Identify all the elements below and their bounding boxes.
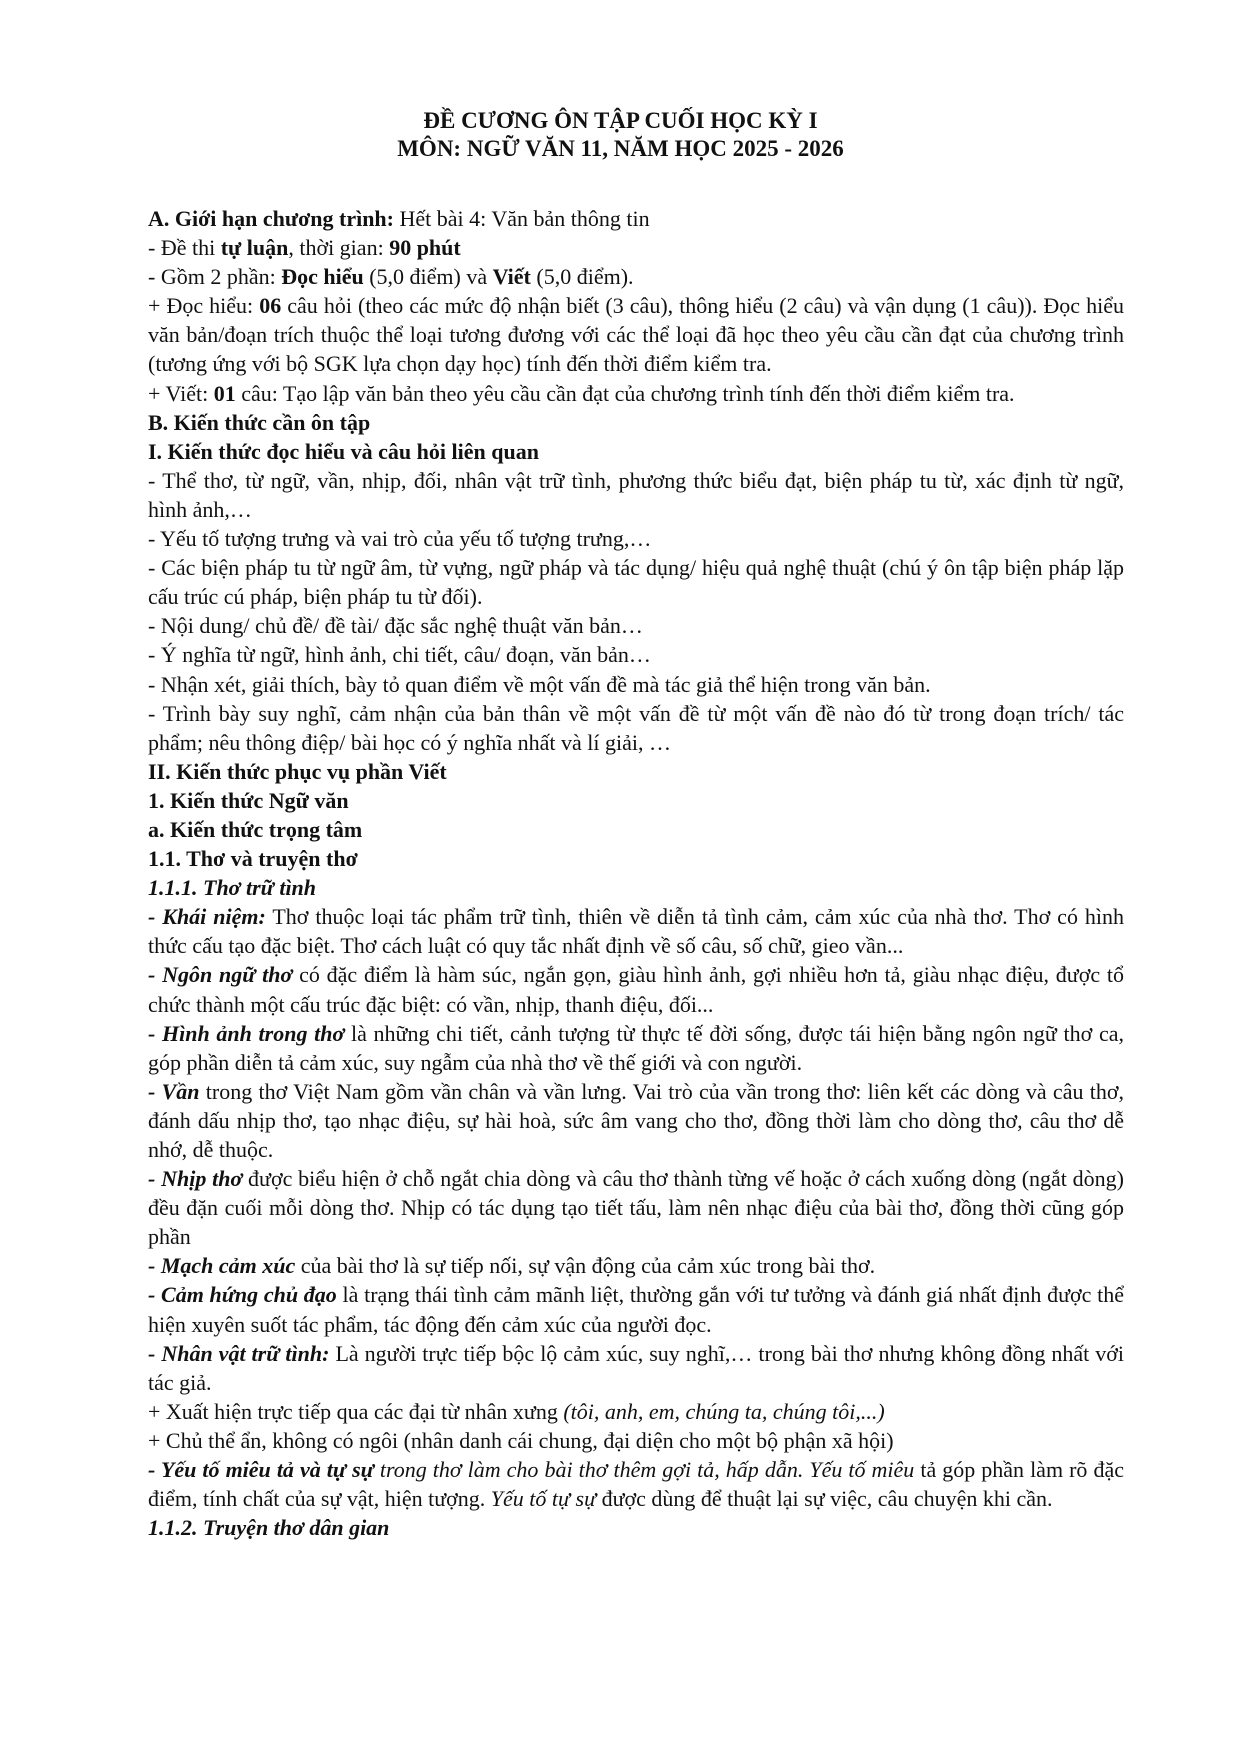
exam-format-prefix: - Đề thi (148, 235, 221, 261)
term-text: được biểu hiện ở chỗ ngắt chia dòng và câu thơ thành từng vế hoặc ở cách xuống dòng (ngắt dòng) đều đặn cuối mỗi dòng thơ. Nhịp có tác dụng tạo tiết tấu, làm nên nhạc điệu của bài thơ, đồng thời cũng góp phần (148, 1166, 1124, 1250)
subheading-1-1: 1.1. Thơ và truyện thơ (148, 846, 358, 872)
exam-time: 90 phút (389, 235, 461, 261)
writing-text: câu: Tạo lập văn bản theo yêu cầu cần đạt của chương trình tính đến thời điểm kiểm tra. (235, 380, 1015, 406)
exam-format-line (148, 233, 1124, 262)
hidden-subject-line: + Chủ thể ẩn, không có ngôi (nhân danh cái chung, đại diện cho một bộ phận xã hội) (148, 1427, 894, 1453)
pronoun-examples: (tôi, anh, em, chúng ta, chúng tôi,...) (563, 1398, 885, 1424)
reading-detail (148, 291, 1124, 378)
reading-count: 06 (259, 293, 282, 319)
imagery-paragraph (148, 1019, 1124, 1077)
section-b-heading: B. Kiến thức cần ôn tập (148, 409, 371, 435)
term-text: Là người trực tiếp bộc lộ cảm xúc, suy nghĩ,… trong bài thơ nhưng không đồng nhất với tác giả. (148, 1340, 1124, 1395)
term-text: của bài thơ là sự tiếp nối, sự vận động của cảm xúc trong bài thơ. (295, 1253, 876, 1279)
term-label: - Nhịp thơ (148, 1166, 243, 1192)
parts-writing-points: (5,0 điểm). (530, 264, 634, 290)
term-label: - Cảm hứng chủ đạo (148, 1282, 337, 1308)
part1-item: - Nhận xét, giải thích, bày tỏ quan điểm về một vấn đề mà tác giả thể hiện trong văn bản. (148, 671, 931, 697)
definition-paragraph (148, 902, 1124, 960)
part1-item: - Yếu tố tượng trưng và vai trò của yếu tố tượng trưng,… (148, 526, 652, 552)
term-italic-text: Yếu tố tự sự (490, 1486, 597, 1512)
pronoun-line (148, 1397, 1124, 1426)
part1-item: - Ý nghĩa từ ngữ, hình ảnh, chi tiết, câu/ đoạn, văn bản… (148, 642, 651, 668)
poetic-language-paragraph (148, 960, 1124, 1018)
exam-parts-line (148, 262, 1124, 291)
parts-writing: Viết (492, 264, 531, 290)
subheading-1-1-1: 1.1.1. Thơ trữ tình (148, 875, 317, 901)
term-text: Thơ thuộc loại tác phẩm trữ tình, thiên về diễn tả tình cảm, cảm xúc của nhà thơ. Thơ có hình thức cấu tạo đặc biệt. Thơ cách luật có quy tắc nhất định về số câu, số chữ, gieo vần... (148, 904, 1124, 959)
part1-heading: I. Kiến thức đọc hiểu và câu hỏi liên quan (148, 438, 539, 464)
reading-text: câu hỏi (theo các mức độ nhận biết (3 câu), thông hiểu (2 câu) và vận dụng (1 câu)). Đọc hiểu văn bản/đoạn trích thuộc thể loại tương đương với các thể loại đã học theo yêu cầu cần đạt của chương trình (tương ứng với bộ SGK lựa chọn dạy học) tính đến thời điểm kiểm tra. (148, 293, 1124, 377)
document-subtitle: MÔN: NGỮ VĂN 11, NĂM HỌC 2025 - 2026 (397, 136, 844, 161)
term-text: có đặc điểm là hàm súc, ngắn gọn, giàu hình ảnh, gợi nhiều hơn tả, giàu nhạc điệu, được tổ chức thành một cấu trúc đặc biệt: có vần, nhịp, thanh điệu, đối... (148, 962, 1124, 1017)
lyrical-character-paragraph (148, 1339, 1124, 1397)
emotion-flow-paragraph (148, 1251, 1124, 1280)
term-italic-text: trong thơ làm cho bài thơ thêm gợi tả, hấp dẫn. Yếu tố miêu (373, 1457, 915, 1483)
rhythm-paragraph (148, 1164, 1124, 1251)
document-body (148, 204, 1124, 1542)
scope-label: A. Giới hạn chương trình: (148, 206, 394, 231)
description-narration-paragraph (148, 1455, 1124, 1513)
writing-count: 01 (213, 380, 236, 406)
term-label: - Ngôn ngữ thơ (148, 962, 293, 988)
part1-item: - Thể thơ, từ ngữ, vần, nhịp, đối, nhân vật trữ tình, phương thức biểu đạt, biện pháp tu từ, xác định từ ngữ, hình ảnh,… (148, 467, 1124, 522)
exam-format-type: tự luận (220, 235, 289, 261)
parts-reading-points: (5,0 điểm) và (363, 264, 493, 290)
part1-item: - Các biện pháp tu từ ngữ âm, từ vựng, ngữ pháp và tác dụng/ hiệu quả nghệ thuật (chú ý ôn tập biện pháp lặp cấu trúc cú pháp, biện pháp tu từ đối). (148, 555, 1124, 610)
part1-item: - Nội dung/ chủ đề/ đề tài/ đặc sắc nghệ thuật văn bản… (148, 613, 643, 639)
part1-item: - Trình bày suy nghĩ, cảm nhận của bản thân về một vấn đề từ một vấn đề nào đó từ trong đoạn trích/ tác phẩm; nêu thông điệp/ bài học có ý nghĩa nhất và lí giải, … (148, 700, 1124, 755)
term-text: được dùng để thuật lại sự việc, câu chuyện khi cần. (596, 1486, 1053, 1512)
scope-line (148, 204, 1124, 233)
parts-prefix: - Gồm 2 phần: (148, 264, 282, 290)
term-label: - Nhân vật trữ tình: (148, 1340, 330, 1366)
inspiration-paragraph (148, 1280, 1124, 1338)
term-label: - Yếu tố miêu tả và tự sự (148, 1457, 374, 1483)
subheading-1-1-2: 1.1.2. Truyện thơ dân gian (148, 1515, 390, 1541)
term-text: là những chi tiết, cảnh tượng từ thực tế đời sống, được tái hiện bằng ngôn ngữ thơ ca, góp phần diễn tả cảm xúc, suy ngẫm của nhà thơ về thế giới và con người. (148, 1020, 1125, 1075)
subheading-1: 1. Kiến thức Ngữ văn (148, 787, 349, 813)
term-text: trong thơ Việt Nam gồm vần chân và vần lưng. Vai trò của vần trong thơ: liên kết các dòng và câu thơ, đánh dấu nhịp thơ, tạo nhạc điệu, sự hài hoà, sức âm vang cho thơ, đồng thời làm cho dòng thơ, câu thơ dễ nhớ, dễ thuộc. (148, 1078, 1124, 1162)
parts-reading: Đọc hiểu (281, 264, 364, 290)
writing-prefix: + Viết: (148, 380, 214, 406)
term-label: - Hình ảnh trong thơ (148, 1020, 345, 1046)
part2-heading: II. Kiến thức phục vụ phần Viết (148, 758, 447, 784)
rhyme-paragraph (148, 1077, 1124, 1164)
term-label: - Khái niệm: (148, 904, 266, 930)
term-label: - Mạch cảm xúc (148, 1253, 296, 1279)
term-text: tả góp phần làm rõ đặc điểm, tính chất của sự vật, hiện tượng. (148, 1457, 1124, 1512)
exam-format-mid: , thời gian: (288, 235, 390, 261)
term-text: là trạng thái tình cảm mãnh liệt, thường gắn với tư tưởng và đánh giá nhất định được thể hiện xuyên suốt tác phẩm, tác động đến cảm xúc của người đọc. (148, 1282, 1125, 1337)
term-label: - Vần (148, 1078, 200, 1104)
document-title: ĐỀ CƯƠNG ÔN TẬP CUỐI HỌC KỲ I (423, 108, 818, 133)
pronoun-prefix: + Xuất hiện trực tiếp qua các đại từ nhân xưng (148, 1398, 564, 1424)
writing-detail (148, 379, 1124, 408)
subheading-a: a. Kiến thức trọng tâm (148, 816, 363, 842)
reading-prefix: + Đọc hiểu: (148, 293, 260, 319)
scope-text: Hết bài 4: Văn bản thông tin (394, 206, 650, 231)
